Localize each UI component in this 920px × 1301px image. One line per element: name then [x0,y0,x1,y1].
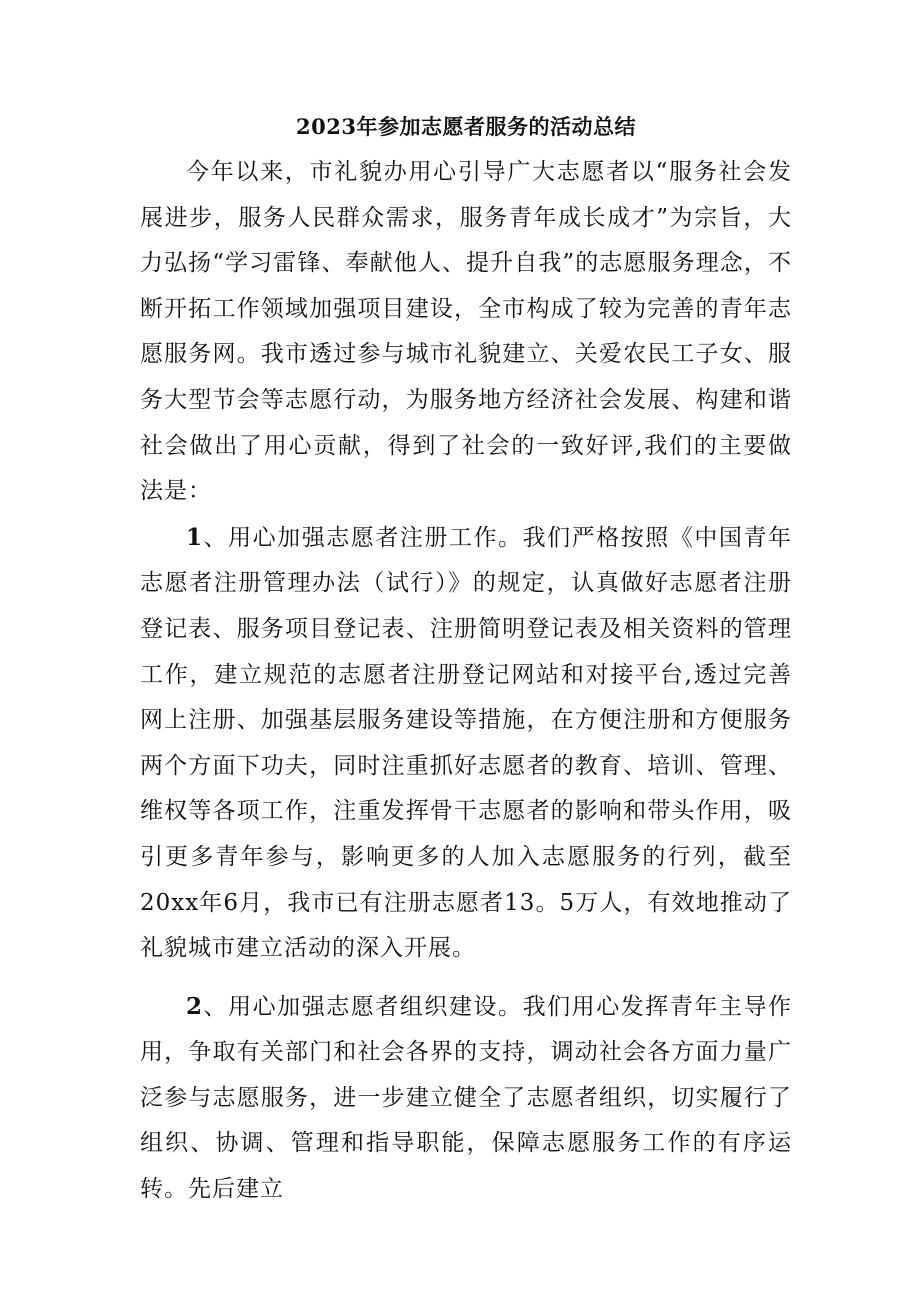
paragraph-number: 1 [186,523,204,551]
paragraph-text: 、用心加强志愿者注册工作。我们严格按照《中国青年志愿者注册管理办法（试行）》的规定，认真做好志愿者注册登记表、服务项目登记表、注册简明登记表及相关资料的管理工作，建立规范的志愿者注册登记网站和对接平台,透过完善网上注册、加强基层服务建设等措施，在方便注册和方便服务两个方面下功夫，同时注重抓好志愿者的教育、培训、管理、维权等各项工作，注重发挥骨干志愿者的影响和带头作用，吸引更多青年参与，影响更多的人加入志愿服务的行列，截至20xx年6月，我市已有注册志愿者13。5万人，有效地推动了礼貌城市建立活动的深入开展。 [140,524,792,962]
paragraph-text: 、用心加强志愿者组织建设。我们用心发挥青年主导作用，争取有关部门和社会各界的支持，调动社会各方面力量广泛参与志愿服务，进一步建立健全了志愿者组织，切实履行了组织、协调、管理和指导职能，保障志愿服务工作的有序运转。先后建立 [140,993,792,1203]
paragraph-text: 今年以来，市礼貌办用心引导广大志愿者以“服务社会发展进步，服务人民群众需求，服务青年成长成才”为宗旨，大力弘扬“学习雷锋、奉献他人、提升自我”的志愿服务理念，不断开拓工作领域加强项目建设，全市构成了较为完善的青年志愿服务网。我市透过参与城市礼貌建立、关爱农民工子女、服务大型节会等志愿行动，为服务地方经济社会发展、构建和谐社会做出了用心贡献，得到了社会的一致好评,我们的主要做法是： [140,159,792,505]
document-title: 2023年参加志愿者服务的活动总结 [296,114,636,139]
paragraph-item-1 [140,515,792,972]
paragraph-item-2 [140,984,792,1213]
paragraph-intro [140,150,792,515]
document-page [140,112,792,1213]
paragraph-number: 2 [186,992,204,1020]
